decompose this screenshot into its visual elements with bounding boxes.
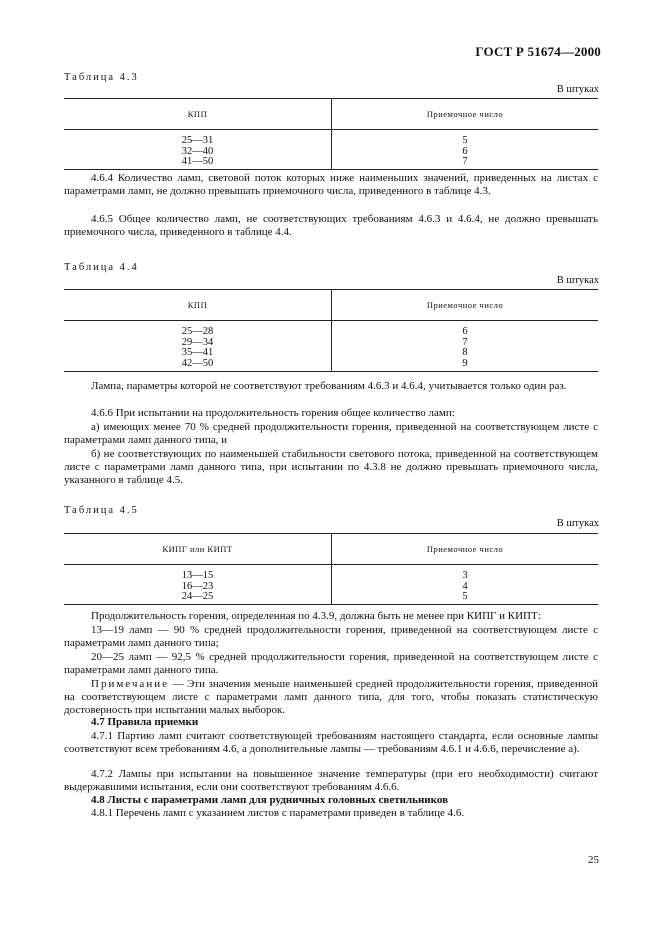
table-cell-value: 4 [462, 580, 468, 592]
paragraph-4-8-1: 4.8.1 Перечень ламп с указанием листов с параметрами приведен в таблице 4.6. [91, 807, 465, 819]
table-4-3-units: В штуках [556, 84, 599, 95]
table-4-5-col1-header: КИПГ или КИПТ [64, 534, 332, 565]
page-header-standard: ГОСТ Р 51674—2000 [475, 44, 601, 59]
table-cell-value: 5 [462, 135, 468, 146]
table-row [64, 130, 598, 170]
paragraph-lamp-counted-once: Лампа, параметры которой не соответствуют требованиям 4.6.3 и 4.6.4, учитывается только один раз. [91, 380, 567, 392]
paragraph-4-7-2: 4.7.2 Лампы при испытании на повышенное значение температуры (при его необходимости) считают выдержавшими испытания, если они соответствуют требованиям 4.6.6. [64, 768, 598, 794]
table-4-3 [64, 98, 598, 170]
table-4-4-col1-header: КПП [64, 290, 332, 321]
paragraph-4-7-1: 4.7.1 Партию ламп считают соответствующей требованиям настоящего стандарта, если основные лампы соответствуют всем требованиям 4.6, а дополнительные лампы — требованиям 4.6.1 и 4.6.6, перечисление а). [64, 730, 598, 756]
table-cell-range: 25—31 [181, 135, 214, 146]
table-cell-range: 13—15 [181, 570, 214, 581]
paragraph-4-6-5: 4.6.5 Общее количество ламп, не соответствующих требованиям 4.6.3 и 4.6.4, не должно превышать приемочного числа, приведенного в таблице 4.4. [64, 213, 598, 239]
table-cell-range: 16—23 [181, 580, 214, 592]
table-4-5-col2-header: Приемочное число [332, 534, 599, 565]
table-4-5 [64, 533, 598, 605]
table-cell-range: 29—34 [181, 336, 214, 348]
table-cell-value: 6 [462, 326, 468, 337]
table-cell-value: 6 [462, 145, 468, 157]
table-cell-value: 3 [462, 570, 468, 581]
paragraph-20-25-lamps: 20—25 ламп — 92,5 % средней продолжительности горения, приведенной на соответствующем листе с параметрами ламп данного типа. [64, 651, 598, 677]
paragraph-4-6-4: 4.6.4 Количество ламп, световой поток которых ниже наименьших значений, приведенных на листах с параметрами ламп, не должно превышать приемочного числа, приведенного в таблице 4.3. [64, 172, 598, 198]
table-4-4 [64, 289, 598, 372]
section-4-8-title: 4.8 Листы с параметрами ламп для рудничных головных светильников [91, 794, 449, 806]
section-4-7-title: 4.7 Правила приемки [91, 716, 199, 728]
table-cell-range: 25—28 [181, 326, 214, 337]
note-paragraph [64, 678, 598, 718]
table-cell-value: 7 [462, 336, 468, 348]
paragraph-4-6-6-a: а) имеющих менее 70 % средней продолжительности горения, приведенной на соответствующем листе с параметрами ламп данного типа, и [64, 421, 598, 447]
table-4-4-col2-header: Приемочное число [332, 290, 599, 321]
table-cell-range: 42—50 [181, 357, 214, 369]
table-4-4-caption: Таблица 4.4 [64, 262, 139, 273]
note-text: — Эти значения меньше наименьшей средней продолжительности горения, приведенной на соответствующем листе с параметрами ламп данного типа, для того, чтобы показать статистическую достоверность при испытании малых выборок. [64, 678, 598, 717]
table-cell-value: 7 [462, 156, 468, 167]
table-cell-range: 41—50 [181, 156, 214, 167]
table-cell-value: 9 [462, 357, 468, 369]
page-number: 25 [588, 854, 599, 866]
table-cell-value: 5 [462, 591, 468, 602]
table-4-3-caption: Таблица 4.3 [64, 72, 139, 83]
table-row [64, 321, 598, 372]
table-cell-value: 8 [462, 347, 468, 358]
table-4-5-caption: Таблица 4.5 [64, 505, 139, 516]
paragraph-4-6-6: 4.6.6 При испытании на продолжительность горения общее количество ламп: [91, 407, 455, 419]
table-cell-range: 32—40 [181, 145, 214, 157]
table-4-3-col1-header: КПП [64, 99, 332, 130]
paragraph-burn-duration: Продолжительность горения, определенная по 4.3.9, должна быть не менее при КИПГ и КИПТ: [91, 610, 541, 622]
table-cell-range: 24—25 [181, 591, 214, 602]
table-4-5-units: В штуках [556, 518, 599, 529]
table-4-4-units: В штуках [556, 275, 599, 286]
note-label: Примечание [91, 678, 169, 690]
paragraph-13-19-lamps: 13—19 ламп — 90 % средней продолжительности горения, приведенной на соответствующем листе с параметрами ламп данного типа; [64, 624, 598, 650]
table-row [64, 565, 598, 605]
table-cell-range: 35—41 [181, 347, 214, 358]
paragraph-4-6-6-b: б) не соответствующих по наименьшей стабильности светового потока, приведенной на соответствующем листе с параметрами ламп данного типа, при испытании по 4.3.8 не должно превышать приемочного числа, указанного в таблице 4.5. [64, 448, 598, 487]
table-4-3-col2-header: Приемочное число [332, 99, 599, 130]
